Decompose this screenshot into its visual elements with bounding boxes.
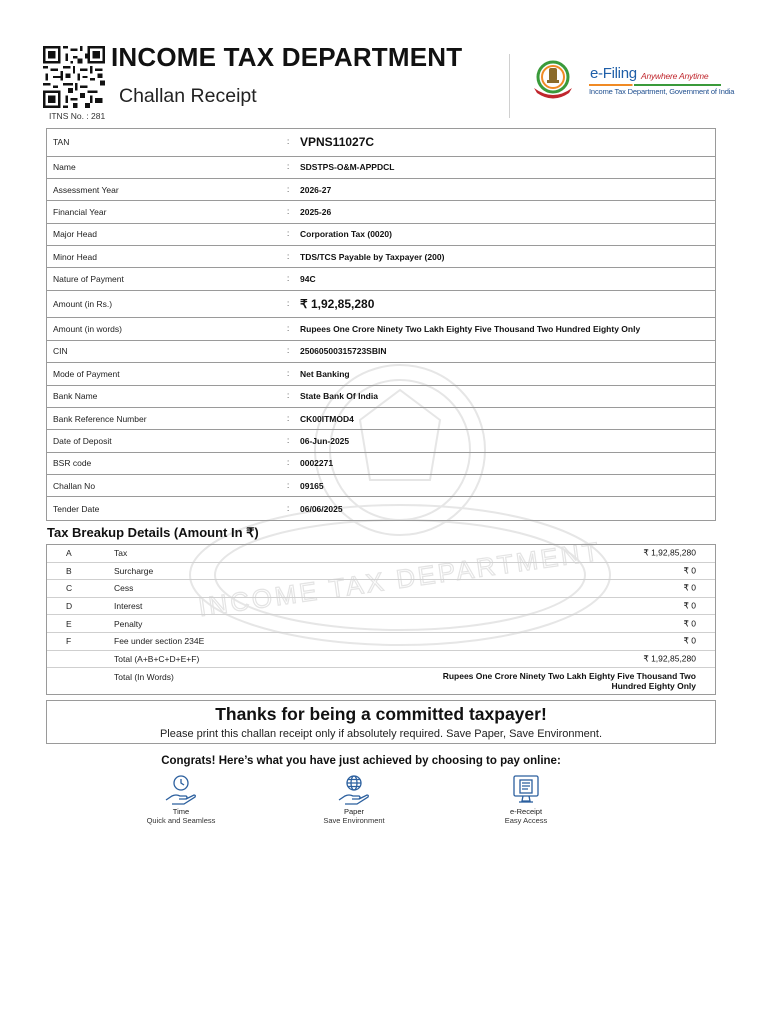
detail-separator: : bbox=[287, 390, 290, 400]
breakup-total-amount: ₹ 1,92,85,280 bbox=[643, 653, 696, 664]
breakup-amount: ₹ 0 bbox=[683, 600, 696, 611]
detail-label: Nature of Payment bbox=[53, 274, 124, 285]
breakup-desc: Tax bbox=[114, 548, 128, 559]
breakup-amount: ₹ 0 bbox=[683, 635, 696, 646]
detail-label: Name bbox=[53, 162, 76, 173]
detail-value: 2025-26 bbox=[300, 206, 332, 217]
tax-breakup-table bbox=[46, 544, 716, 695]
detail-value: 0002271 bbox=[300, 458, 334, 469]
detail-row-tan bbox=[47, 129, 715, 157]
breakup-desc: Interest bbox=[114, 601, 143, 612]
detail-separator: : bbox=[287, 503, 290, 513]
detail-value: CK00ITMOD4 bbox=[300, 413, 354, 424]
detail-separator: : bbox=[287, 458, 290, 468]
detail-row-bank-name bbox=[47, 386, 715, 408]
efiling-subtitle: Income Tax Department, Government of India bbox=[589, 87, 735, 96]
detail-label: Amount (in words) bbox=[53, 324, 122, 335]
detail-row-amount bbox=[47, 291, 715, 319]
thanks-subtitle: Please print this challan receipt only if absolutely required. Save Paper, Save Environment. bbox=[159, 728, 603, 740]
breakup-amount: ₹ 0 bbox=[683, 618, 696, 629]
detail-row-tender-date bbox=[47, 497, 715, 519]
efiling-name: e-Filing bbox=[590, 65, 637, 82]
detail-label: Tender Date bbox=[53, 503, 100, 514]
breakup-code: C bbox=[66, 583, 73, 594]
detail-row-major-head bbox=[47, 224, 715, 246]
detail-label: BSR code bbox=[53, 458, 92, 469]
detail-row-amount-words bbox=[47, 318, 715, 340]
detail-value: SDSTPS-O&M-APPDCL bbox=[300, 162, 395, 173]
breakup-row-cess bbox=[47, 580, 715, 598]
detail-label: Bank Name bbox=[53, 391, 98, 402]
detail-separator: : bbox=[287, 346, 290, 356]
detail-value: Corporation Tax (0020) bbox=[300, 229, 392, 240]
detail-separator: : bbox=[287, 184, 290, 194]
detail-label: Mode of Payment bbox=[53, 368, 120, 379]
breakup-desc: Fee under section 234E bbox=[114, 636, 205, 647]
detail-separator: : bbox=[287, 251, 290, 261]
efiling-tagline: Anywhere Anytime bbox=[641, 71, 709, 81]
detail-value: 25060500315723SBIN bbox=[300, 346, 387, 357]
e-receipt-icon bbox=[509, 774, 543, 806]
itns-number: ITNS No. : 281 bbox=[49, 111, 106, 121]
detail-separator: : bbox=[287, 229, 290, 239]
breakup-amount: ₹ 0 bbox=[683, 582, 696, 593]
efiling-emblem-icon bbox=[531, 58, 585, 102]
detail-label: TAN bbox=[53, 137, 70, 148]
breakup-row-interest bbox=[47, 598, 715, 616]
breakup-code: E bbox=[66, 618, 72, 629]
detail-row-financial-year bbox=[47, 201, 715, 223]
breakup-row-surcharge bbox=[47, 563, 715, 581]
detail-value: TDS/TCS Payable by Taxpayer (200) bbox=[300, 251, 445, 262]
detail-separator: : bbox=[287, 323, 290, 333]
benefit-subtitle: Quick and Seamless bbox=[146, 816, 216, 825]
detail-label: Challan No bbox=[53, 480, 96, 491]
detail-value: Net Banking bbox=[300, 368, 350, 379]
benefit-subtitle: Save Environment bbox=[323, 816, 385, 825]
breakup-row-total bbox=[47, 651, 715, 669]
detail-value: ₹ 1,92,85,280 bbox=[300, 297, 375, 312]
detail-value: 06/06/2025 bbox=[300, 503, 343, 514]
detail-row-minor-head bbox=[47, 246, 715, 268]
detail-label: Amount (in Rs.) bbox=[53, 299, 113, 310]
detail-separator: : bbox=[287, 480, 290, 490]
breakup-amount: ₹ 1,92,85,280 bbox=[643, 547, 696, 558]
benefit-title: Paper bbox=[343, 807, 364, 816]
detail-separator: : bbox=[287, 161, 290, 171]
detail-value: 06-Jun-2025 bbox=[300, 435, 350, 446]
detail-row-nature-of-payment bbox=[47, 268, 715, 290]
detail-label: Assessment Year bbox=[53, 184, 119, 195]
detail-separator: : bbox=[287, 137, 290, 147]
breakup-desc: Penalty bbox=[114, 618, 143, 629]
detail-value: 09165 bbox=[300, 480, 324, 491]
detail-label: Date of Deposit bbox=[53, 435, 112, 446]
benefit-ereceipt bbox=[466, 774, 586, 825]
breakup-row-tax bbox=[47, 545, 715, 563]
detail-row-mode-of-payment bbox=[47, 363, 715, 385]
detail-row-challan-no bbox=[47, 475, 715, 497]
detail-value: 2026-27 bbox=[300, 184, 332, 195]
breakup-code: D bbox=[66, 601, 73, 612]
detail-separator: : bbox=[287, 413, 290, 423]
detail-separator: : bbox=[287, 435, 290, 445]
globe-hand-icon bbox=[337, 774, 371, 806]
breakup-code: B bbox=[66, 565, 72, 576]
detail-value: State Bank Of India bbox=[300, 391, 378, 402]
breakup-desc: Surcharge bbox=[114, 565, 154, 576]
breakup-desc: Cess bbox=[114, 583, 134, 594]
benefit-title: Time bbox=[172, 807, 190, 816]
detail-separator: : bbox=[287, 298, 290, 308]
congrats-title: Congrats! Here’s what you have just achieved by choosing to pay online: bbox=[161, 755, 561, 767]
breakup-total-words-value: Rupees One Crore Ninety Two Lakh Eighty Five Thousand Two Hundred Eighty Only bbox=[442, 671, 696, 692]
detail-label: Major Head bbox=[53, 229, 97, 240]
breakup-row-fee bbox=[47, 633, 715, 651]
detail-label: Minor Head bbox=[53, 251, 97, 262]
detail-label: CIN bbox=[53, 346, 68, 357]
thanks-box bbox=[46, 700, 716, 744]
detail-separator: : bbox=[287, 206, 290, 216]
receipt-title: Challan Receipt bbox=[119, 85, 257, 107]
breakup-row-total-words bbox=[47, 668, 715, 694]
benefit-time bbox=[121, 774, 241, 825]
header-divider bbox=[509, 54, 510, 118]
tax-breakup-title: Tax Breakup Details (Amount In ₹) bbox=[47, 525, 259, 540]
efiling-tricolor-line bbox=[589, 84, 721, 86]
breakup-amount: ₹ 0 bbox=[683, 565, 696, 576]
breakup-code: F bbox=[66, 636, 72, 647]
department-title: INCOME TAX DEPARTMENT bbox=[111, 42, 463, 72]
detail-separator: : bbox=[287, 368, 290, 378]
detail-row-assessment-year bbox=[47, 179, 715, 201]
clock-hand-icon bbox=[164, 774, 198, 806]
detail-value: 94C bbox=[300, 274, 316, 285]
breakup-total-words-label: Total (In Words) bbox=[114, 672, 174, 683]
challan-details-table bbox=[46, 128, 716, 521]
thanks-title: Thanks for being a committed taxpayer! bbox=[215, 704, 547, 724]
detail-separator: : bbox=[287, 273, 290, 283]
qr-code bbox=[42, 46, 106, 108]
detail-row-bsr-code bbox=[47, 453, 715, 475]
benefit-title: e-Receipt bbox=[509, 807, 543, 816]
detail-label: Bank Reference Number bbox=[53, 413, 147, 424]
breakup-total-label: Total (A+B+C+D+E+F) bbox=[114, 653, 200, 664]
svg-text:INCOME TAX DEPARTMENT: INCOME TAX DEPARTMENT bbox=[196, 535, 604, 623]
detail-row-name bbox=[47, 157, 715, 179]
detail-row-bank-reference bbox=[47, 408, 715, 430]
breakup-code: A bbox=[66, 548, 72, 559]
detail-value: Rupees One Crore Ninety Two Lakh Eighty Five Thousand Two Hundred Eighty Only bbox=[300, 324, 641, 335]
benefit-subtitle: Easy Access bbox=[504, 816, 548, 825]
breakup-row-penalty bbox=[47, 615, 715, 633]
detail-value: VPNS11027C bbox=[300, 135, 375, 150]
detail-row-date-of-deposit bbox=[47, 430, 715, 452]
detail-label: Financial Year bbox=[53, 206, 107, 217]
detail-row-cin bbox=[47, 341, 715, 363]
benefit-paper bbox=[294, 774, 414, 825]
